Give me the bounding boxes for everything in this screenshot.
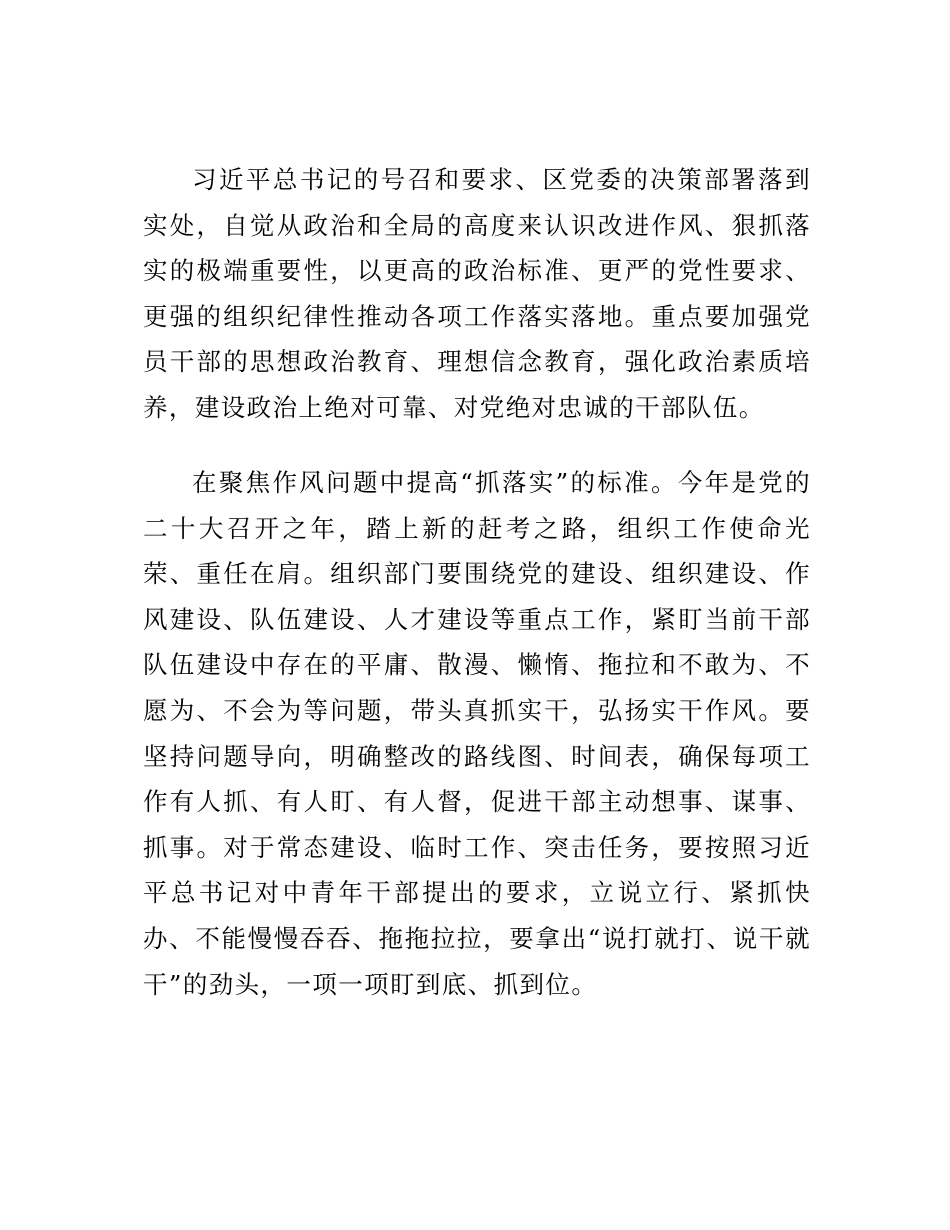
paragraph-2: 在聚焦作风问题中提高“抓落实”的标准。今年是党的二十大召开之年，踏上新的赶考之路，组织工作使命光荣、重任在肩。组织部门要围绕党的建设、组织建设、作风建设、队伍建设、人才建设等重点工作，紧盯当前干部队伍建设中存在的平庸、散漫、懒惰、拖拉和不敢为、不愿为、不会为等问题，带头真抓实干，弘扬实干作风。要坚持问题导向，明确整改的路线图、时间表，确保每项工作有人抓、有人盯、有人督，促进干部主动想事、谋事、抓事。对于常态建设、临时工作、突击任务，要按照习近平总书记对中青年干部提出的要求，立说立行、紧抓快办、不能慢慢吞吞、拖拖拉拉，要拿出“说打就打、说干就干”的劲头，一项一项盯到底、抓到位。: [143, 468, 811, 999]
paragraph-1: 习近平总书记的号召和要求、区党委的决策部署落到实处，自觉从政治和全局的高度来认识改进作风、狠抓落实的极端重要性，以更高的政治标准、更严的党性要求、更强的组织纪律性推动各项工作落实落地。重点要加强党员干部的思想政治教育、理想信念教育，强化政治素质培养，建设政治上绝对可靠、对党绝对忠诚的干部队伍。: [143, 165, 811, 422]
